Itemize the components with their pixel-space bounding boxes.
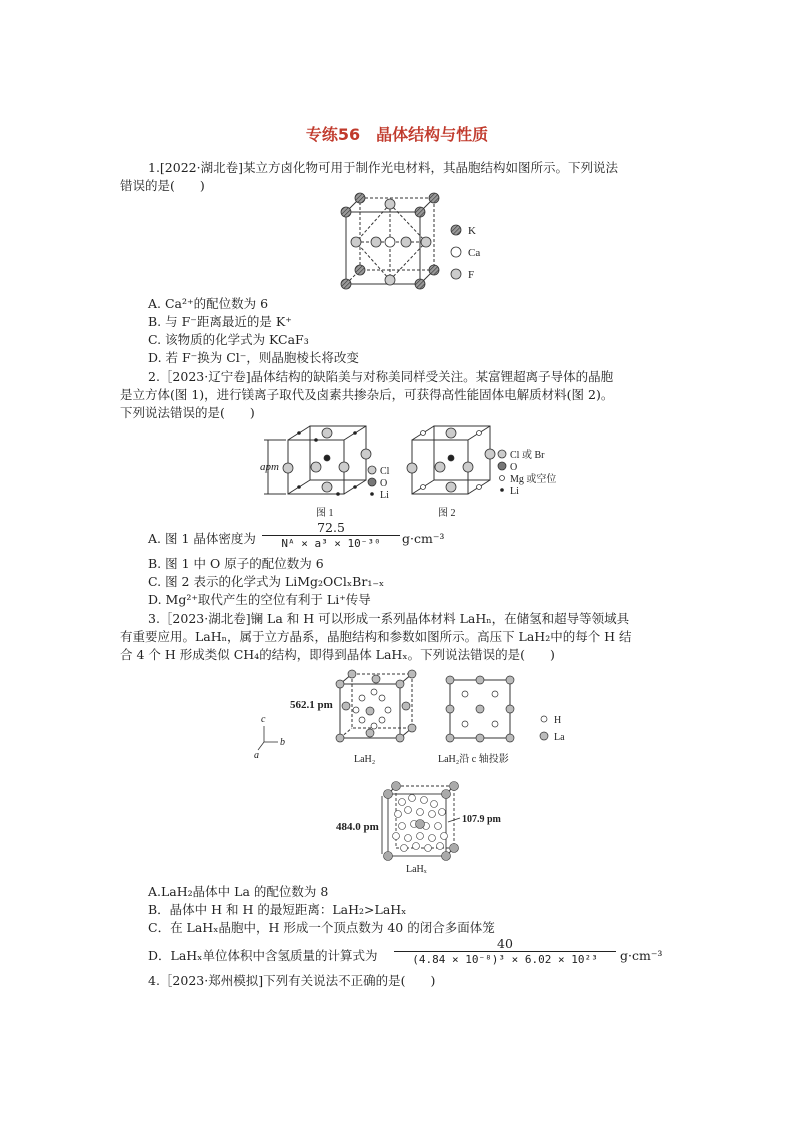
q2-stem-line3: 下列说法错误的是( )	[120, 405, 255, 420]
q1-stem-line1: 1.[2022·湖北卷]某立方卤化物可用于制作光电材料，其晶胞结构如图所示。下列说法	[148, 160, 618, 175]
q2-fig2-legend-clbr: Cl 或 Br	[510, 450, 545, 461]
q3-option-a: A.LaH₂晶体中 La 的配位数为 8	[148, 884, 329, 899]
q2-stem-line2: 是立方体(图 1)，进行镁离子取代及卤素共掺杂后，可获得高性能固体电解质材料(图 2)。	[120, 387, 614, 402]
q1-option-a: A. Ca²⁺的配位数为 6	[148, 296, 269, 311]
q1-option-d: D. 若 F⁻换为 Cl⁻，则晶胞棱长将改变	[148, 350, 359, 365]
q3-lahx-figure	[330, 778, 520, 876]
q2-option-d: D. Mg²⁺取代产生的空位有利于 Li⁺传导	[148, 592, 371, 607]
q2-fig1-caption: 图 1	[316, 508, 334, 519]
q2-fig1-legend-li: Li	[380, 490, 389, 501]
q1-crystal-figure	[338, 192, 498, 292]
q1-option-c: C. 该物质的化学式为 KCaF₃	[148, 332, 309, 347]
q2-option-a-fraction	[262, 520, 400, 550]
q3-legend-h: H	[554, 715, 562, 726]
q2-option-c: C. 图 2 表示的化学式为 LiMg₂OClₓBr₁₋ₓ	[148, 574, 385, 589]
q3-option-d-fraction	[394, 936, 616, 966]
q3-option-b: B．晶体中 H 和 H 的最短距离：LaH₂>LaHₓ	[148, 902, 407, 917]
q3-option-c: C．在 LaHₓ晶胞中，H 形成一个顶点数为 40 的闭合多面体笼	[148, 920, 495, 935]
q1-legend-f: F	[468, 269, 475, 281]
q3-option-d-denominator: (4.84 × 10⁻⁸)³ × 6.02 × 10²³	[394, 951, 616, 966]
q2-option-a-prefix: A. 图 1 晶体密度为	[148, 531, 256, 546]
q3-option-d-prefix: D．LaHₓ单位体积中含氢质量的计算式为	[148, 948, 378, 963]
q3-option-d-unit: g·cm⁻³	[620, 948, 663, 963]
q2-option-a-unit: g·cm⁻³	[402, 531, 445, 546]
q3-stem-line1: 3.［2023·湖北卷]镧 La 和 H 可以形成一系列晶体材料 LaHₙ，在储氢和超导等领域具	[148, 611, 630, 626]
page-title: 专练56 晶体结构与性质	[305, 125, 489, 144]
q3-lahx-param2: 107.9 pm	[462, 814, 501, 825]
q2-fig1-legend-o: O	[380, 478, 388, 489]
q2-fig1-param: apm	[260, 461, 279, 473]
q3-lah2-caption: LaH₂	[354, 754, 376, 765]
q2-option-a-denominator: Nᴬ × a³ × 10⁻³⁰	[262, 535, 400, 550]
q3-option-d-numerator: 40	[497, 936, 513, 951]
q3-stem-line3: 合 4 个 H 形成类似 CH₄的结构，即得到晶体 LaHₓ。下列说法错误的是( )	[120, 647, 555, 662]
q3-lahx-param1: 484.0 pm	[336, 821, 379, 833]
q3-projection-caption: LaH₂沿 c 轴投影	[438, 754, 509, 765]
q2-stem-line1: 2.［2023·辽宁卷]晶体结构的缺陷美与对称美同样受关注。某富锂超离子导体的晶胞	[148, 369, 614, 384]
q3-axis-b: b	[280, 737, 285, 748]
q1-option-b: B. 与 F⁻距离最近的是 K⁺	[148, 314, 292, 329]
q1-legend-ca: Ca	[468, 247, 481, 259]
q3-legend-la: La	[554, 732, 565, 743]
q1-stem-line2: 错误的是( )	[120, 178, 205, 193]
q2-fig2-legend-o: O	[510, 462, 518, 473]
q1-legend-k: K	[468, 225, 476, 237]
q2-option-b: B. 图 1 中 O 原子的配位数为 6	[148, 556, 324, 571]
q2-fig2-caption: 图 2	[438, 508, 456, 519]
q4-stem: 4.［2023·郑州模拟]下列有关说法不正确的是( )	[148, 973, 436, 988]
q3-axis-c: c	[261, 714, 266, 725]
q2-option-a-numerator: 72.5	[317, 520, 345, 535]
q3-lahx-caption: LaHₓ	[406, 864, 427, 875]
q3-lah2-param: 562.1 pm	[290, 699, 333, 711]
q2-fig1-legend-cl: Cl	[380, 466, 390, 477]
q3-stem-line2: 有重要应用。LaHₙ，属于立方晶系，晶胞结构和参数如图所示。高压下 LaH₂中的每个 H 结	[120, 629, 632, 644]
q3-axis-a: a	[254, 750, 259, 761]
q2-fig2-legend-li: Li	[510, 486, 519, 497]
q2-figures	[260, 420, 580, 522]
q2-fig2-legend-mg: Mg 或空位	[510, 474, 557, 485]
q3-lah2-figures	[252, 668, 582, 768]
